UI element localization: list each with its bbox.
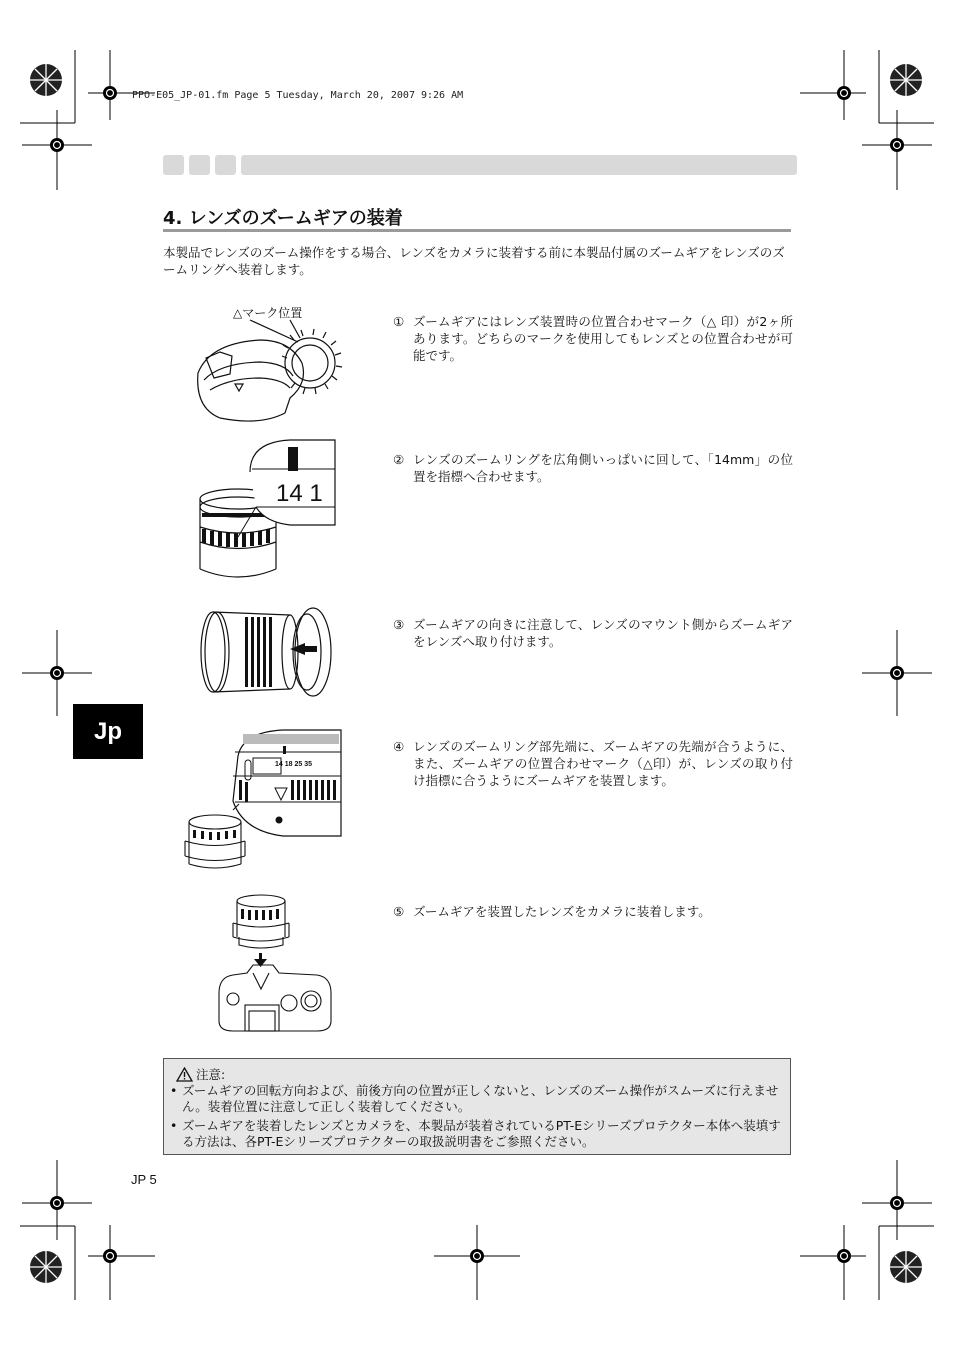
step-2-number: ② [393,452,405,467]
step-1-text: ズームギアにはレンズ装置時の位置合わせマーク（△ 印）が2ヶ所あります。どちらのマークを使用してもレンズとの位置合わせが可能です。 [413,314,793,363]
header-tab-3 [215,155,236,175]
caution-title: 注意: [196,1067,226,1082]
title-underline [163,229,791,232]
header-tab-1 [163,155,184,175]
figure-attach-gear [195,603,340,701]
step-4-text: レンズのズームリング部先端に、ズームギアの先端が合うように、また、ズームギアの位置合わせマーク（△印）が、レンズの取り付け指標に合うようにズームギアを装置します。 [413,739,793,788]
caution-heading [176,1065,225,1083]
section-title: 4. レンズのズームギアの装着 [163,208,403,229]
caution-box [163,1058,791,1155]
figure-mount-camera [213,893,338,1038]
warning-icon [176,1067,193,1082]
step-3 [393,616,793,650]
scale-labels: 14 18 25 35 [275,761,312,768]
caution-item: • ズームギアを装着したレンズとカメラを、本製品が装着されているPT-Eシリーズプロテクター本体へ装填する方法は、各PT-Eシリーズプロテクターの取扱説明書をご参照ください。 [170,1118,782,1150]
step-4-number: ④ [393,739,405,754]
mark-position-label: △マーク位置 [233,306,303,320]
step-1 [393,313,793,364]
step-5-number: ⑤ [393,904,405,919]
scale-14-label: 14 1 [276,480,323,507]
step-3-text: ズームギアの向きに注意して、レンズのマウント側からズームギアをレンズへ取り付けます。 [413,617,793,649]
figure-zoom-gear-marks [190,318,350,428]
step-2 [393,451,793,485]
caution-item: • ズームギアの回転方向および、前後方向の位置が正しくないと、レンズのズーム操作がスムーズに行えません。装着位置に注意して正しく装着してください。 [170,1083,782,1115]
figure-lens-14mm [190,437,340,585]
step-5-text: ズームギアを装置したレンズをカメラに装着します。 [413,904,711,919]
step-2-text: レンズのズームリングを広角側いっぱいに回して、「14mm」の位置を指標へ合わせます。 [413,452,793,484]
header-tab-2 [189,155,210,175]
file-header: PPO-E05_JP-01.fm Page 5 Tuesday, March 20, 2007 9:26 AM [132,90,464,101]
step-1-number: ① [393,314,405,329]
step-3-number: ③ [393,617,405,632]
language-tab: Jp [73,704,143,759]
step-5 [393,903,793,920]
page-number: JP 5 [131,1172,157,1187]
step-4 [393,738,793,789]
figure-align-gear [183,726,343,871]
caution-list [170,1083,782,1153]
section-intro: 本製品でレンズのズーム操作をする場合、レンズをカメラに装着する前に本製品付属のズームギアをレンズのズームリングへ装着します。 [163,245,785,277]
header-bar [241,155,797,175]
